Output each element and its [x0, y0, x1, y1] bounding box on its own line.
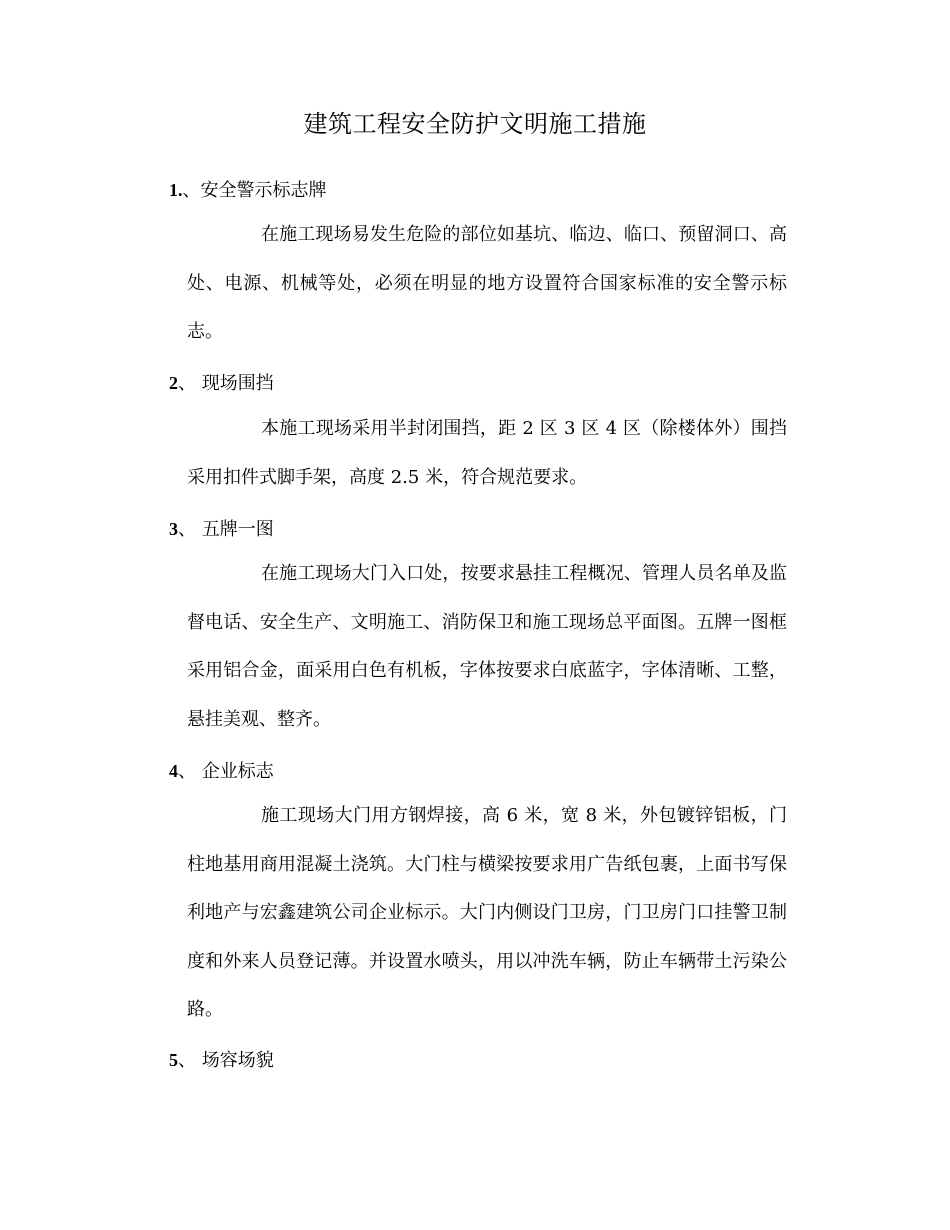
section-separator: 、 — [178, 519, 202, 540]
section-title: 安全警示标志牌 — [200, 180, 327, 201]
section-number: 4 — [169, 761, 178, 781]
section-number: 3 — [169, 519, 178, 539]
section-separator: 、 — [178, 1050, 202, 1071]
section-number: 1. — [169, 180, 183, 200]
section-heading-5 — [169, 1046, 274, 1072]
section-separator: 、 — [178, 761, 202, 782]
section-heading-2 — [169, 369, 274, 395]
section-heading-1 — [169, 176, 327, 202]
document-title: 建筑工程安全防护文明施工措施 — [303, 110, 647, 138]
section-separator: 、 — [182, 180, 201, 201]
section-title: 企业标志 — [201, 761, 274, 782]
section-title: 现场围挡 — [201, 373, 274, 394]
section-number: 2 — [169, 373, 178, 393]
section-title: 场容场貌 — [201, 1050, 274, 1071]
section-separator: 、 — [178, 373, 202, 394]
section-paragraph-2: 本施工现场采用半封闭围挡，距 2 区 3 区 4 区（除楼体外）围挡采用扣件式脚手架，高度 2.5 米，符合规范要求。 — [187, 418, 787, 488]
section-title: 五牌一图 — [201, 519, 274, 540]
section-number: 5 — [169, 1050, 178, 1070]
section-paragraph-3: 在施工现场大门入口处，按要求悬挂工程概况、管理人员名单及监督电话、安全生产、文明施工、消防保卫和施工现场总平面图。五牌一图框采用铝合金，面采用白色有机板，字体按要求白底蓝字，字体清晰、工整，悬挂美观、整齐。 — [187, 563, 787, 730]
section-paragraph-4: 施工现场大门用方钢焊接，高 6 米，宽 8 米，外包镀锌铝板，门柱地基用商用混凝土浇筑。大门柱与横梁按要求用广告纸包裹，上面书写保利地产与宏鑫建筑公司企业标示。大门内侧设门卫房，门卫房门口挂警卫制度和外来人员登记薄。并设置水喷头，用以冲洗车辆，防止车辆带土污染公路。 — [187, 805, 787, 1020]
section-heading-4 — [169, 757, 274, 783]
section-paragraph-1: 在施工现场易发生危险的部位如基坑、临边、临口、预留洞口、高处、电源、机械等处，必须在明显的地方设置符合国家标准的安全警示标志。 — [187, 224, 787, 342]
section-heading-3 — [169, 515, 274, 541]
